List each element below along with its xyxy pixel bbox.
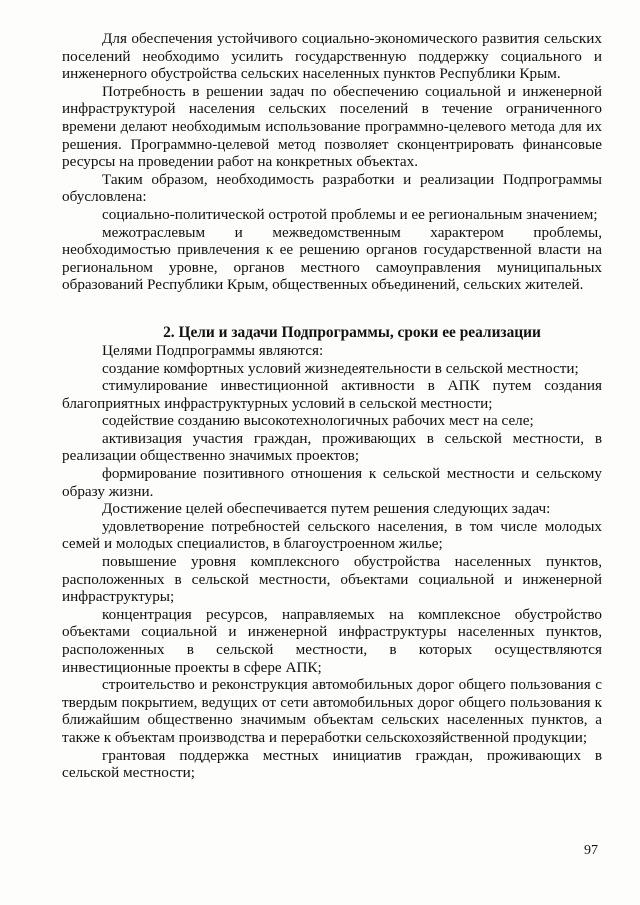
paragraph: грантовая поддержка местных инициатив граждан, проживающих в сельской местности; [62,746,602,782]
paragraph: создание комфортных условий жизнедеятельности в сельской местности; [102,359,579,377]
paragraph: Достижение целей обеспечивается путем решения следующих задач: [102,500,551,518]
section-1 [62,30,602,294]
paragraph: социально-политической остротой проблемы и ее региональным значением; [102,205,598,223]
paragraph: концентрация ресурсов, направляемых на комплексное обустройство объектами социальной и инженерной инфраструктуры населенных пунктов, расположенных в сельской местности, в которых осуществляются инвестиционные проекты в сфере АПК; [62,605,602,676]
paragraph: стимулирование инвестиционной активности в АПК путем создания благоприятных инфраструктурных условий в сельской местности; [62,377,602,412]
paragraph: содействие созданию высокотехнологичных рабочих мест на селе; [102,412,534,430]
paragraph: Таким образом, необходимость разработки и реализации Подпрограммы обусловлена: [62,170,602,206]
page-number: 97 [584,843,598,858]
paragraph: Потребность в решении задач по обеспечению социальной и инженерной инфраструктурой населения сельских поселений в течение ограниченного времени делают необходимым использование программно-целевого метода для их решения. Программно-целевой метод позволяет сконцентрировать финансовые ресурсы на проведении работ на конкретных объектах. [62,82,602,171]
paragraph: активизация участия граждан, проживающих в сельской местности, в реализации общественно значимых проектов; [62,429,602,465]
section-2 [62,324,602,782]
paragraph: формирование позитивного отношения к сельской местности и сельскому образу жизни. [62,465,602,500]
paragraph: строительство и реконструкция автомобильных дорог общего пользования с твердым покрытием, ведущих от сети автомобильных дорог общего пользования к ближайшим общественно значимым объектам сельских населенных пунктов, а также к объектам производства и переработки сельскохозяйственной продукции; [62,676,602,746]
section-heading: 2. Цели и задачи Подпрограммы, сроки ее реализации [163,323,541,341]
section-gap [62,294,602,324]
paragraph: повышение уровня комплексного обустройства населенных пунктов, расположенных в сельской местности, объектами социальной и инженерной инфраструктуры; [62,553,602,606]
paragraph: удовлетворение потребностей сельского населения, в том числе молодых семей и молодых специалистов, в благоустроенном жилье; [62,517,602,553]
paragraph: Целями Подпрограммы являются: [102,341,324,359]
paragraph: межотраслевым и межведомственным характером проблемы, необходимостью привлечения к ее решению органов государственной власти на региональном уровне, органов местного самоуправления муниципальных образований Республики Крым, общественных объединений, сельских жителей. [62,223,602,294]
paragraph: Для обеспечения устойчивого социально-экономического развития сельских поселений необходимо усилить государственную поддержку социального и инженерного обустройства сельских населенных пунктов Республики Крым. [62,30,602,83]
